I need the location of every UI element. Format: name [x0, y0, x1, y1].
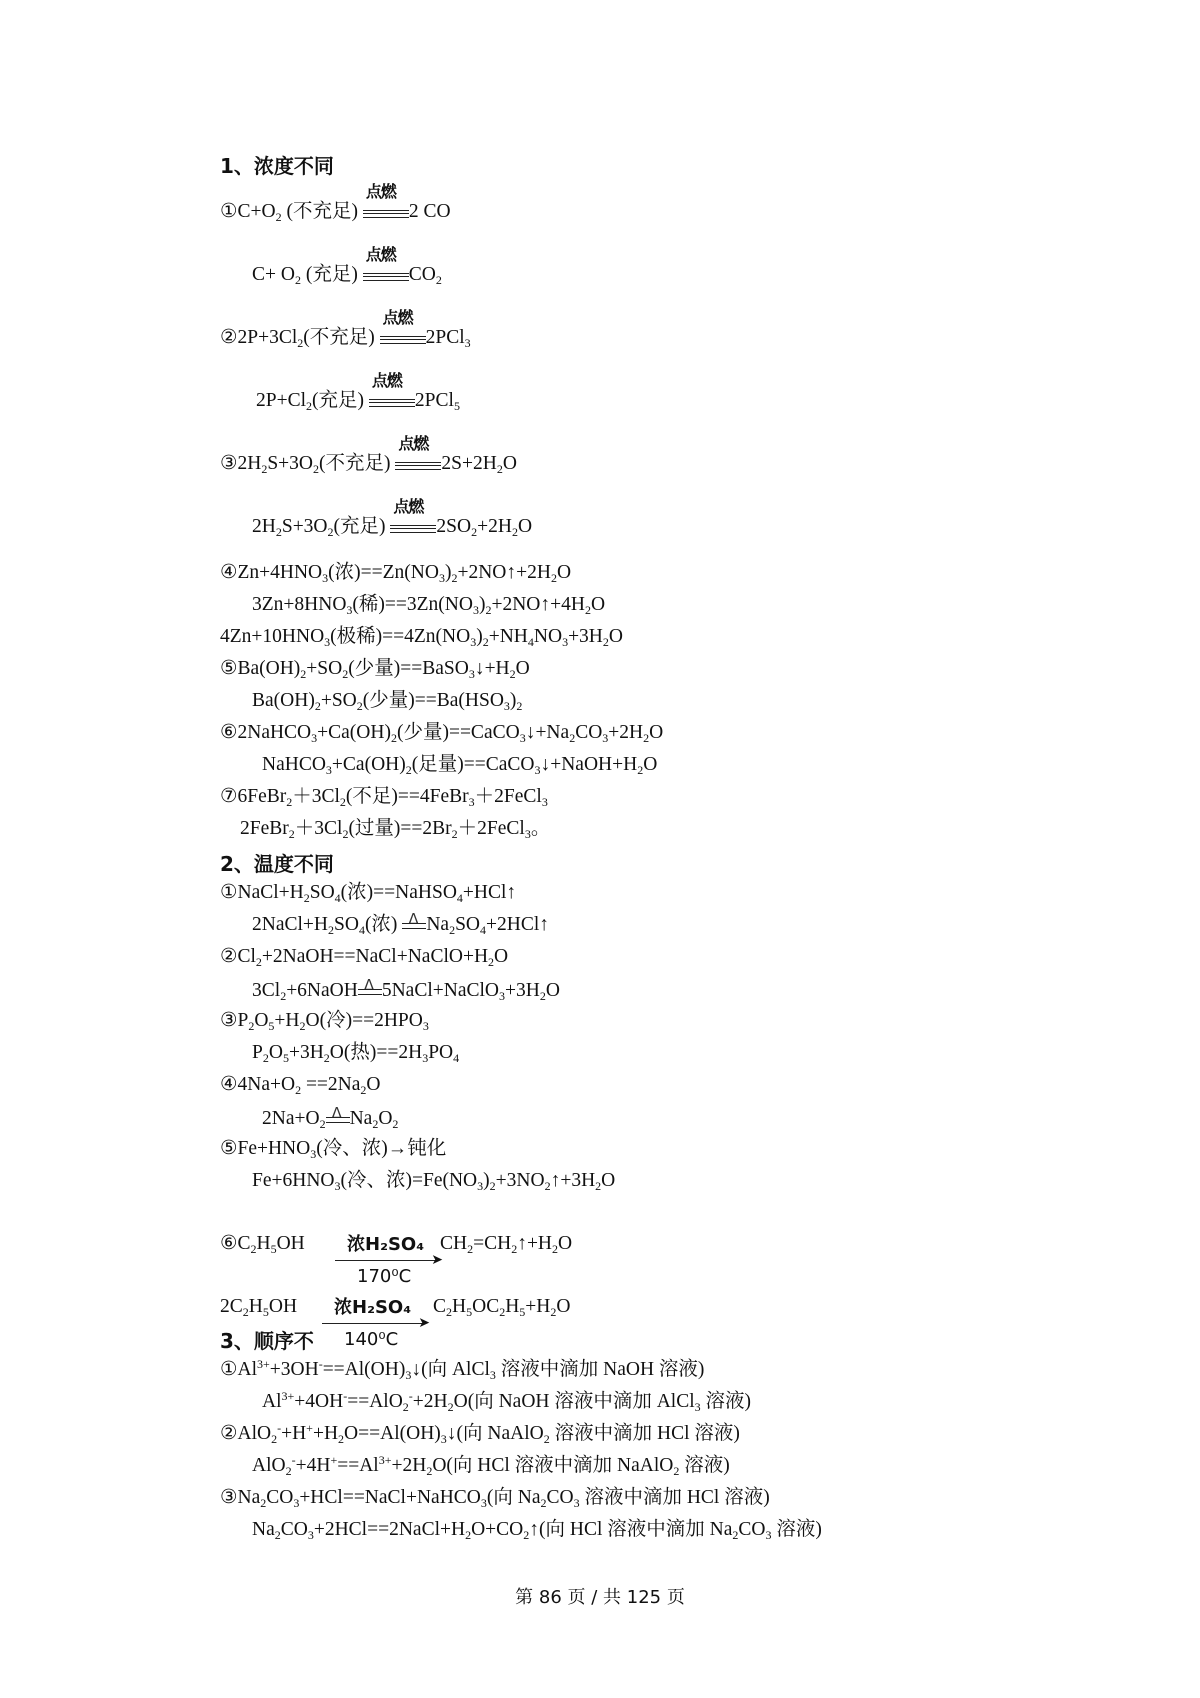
- ignite-condition: 点燃: [363, 263, 409, 287]
- order-equation-2a: $②AlO_2^-+H^++H_2O==Al(OH)_3↓$(向 NaAlO$_2$ 溶液中滴加 HCl 溶液): [220, 1421, 740, 1446]
- equation-5a: $⑤Ba(OH)_2+SO_2$(少量)$==BaSO_3↓+H_2O$: [220, 658, 530, 681]
- reaction-arrow-170: 浓H₂SO₄ ➤ 170⁰C: [335, 1230, 439, 1290]
- equation-3a: $③2H_2S+3O_2$(不充足) 点燃 $2S+2H_2O$: [220, 434, 517, 476]
- temp-equation-6a-reactant: $⑥C_2H_5OH$: [220, 1233, 305, 1256]
- order-equation-1b: $Al^{3+}+4OH^-==AlO_2^-+2H_2O$(向 NaOH 溶液中滴加 AlCl$_3$ 溶液): [262, 1389, 752, 1414]
- equation-1b: $C+ O_2$ (充足) 点燃 $CO_2$: [252, 245, 442, 287]
- temp-equation-6b-reactant: $2C_2H_5OH$: [220, 1296, 298, 1319]
- temp-equation-4a: $④4Na+O_2 ==2Na_2O$: [220, 1074, 381, 1097]
- temp-equation-6a-product: $CH_2=CH_2↑+H_2O$: [440, 1233, 573, 1256]
- ignite-condition: 点燃: [390, 515, 436, 539]
- equation-6b: $NaHCO_3+Ca(OH)_2$(足量)$==CaCO_3↓+NaOH+H_2O$: [262, 754, 658, 777]
- reaction-arrow-140: 浓H₂SO₄ ➤ 140⁰C: [322, 1293, 426, 1353]
- order-equation-3b: $Na_2CO_3+2HCl==2NaCl+H_2O+CO_2↑$(向 HCl 溶液中滴加 $Na_2CO_3$ 溶液): [252, 1519, 822, 1542]
- heat-condition: Δ: [358, 979, 382, 1003]
- temp-equation-1b: $2NaCl+H_2SO_4$(浓) Δ $Na_2SO_4+2HCl↑$: [252, 910, 550, 937]
- equation-5b: $Ba(OH)_2+SO_2$(少量)$==Ba(HSO_3)_2$: [252, 690, 523, 713]
- equation-4b: $3Zn+8HNO_3$(稀)$==3Zn(NO_3)_2+2NO↑+4H_2O$: [252, 594, 606, 617]
- order-equation-3a: $③Na_2CO_3+HCl==NaCl+NaHCO_3$(向 $Na_2CO_3$ 溶液中滴加 HCl 溶液): [220, 1487, 770, 1510]
- heat-condition: Δ: [402, 913, 426, 937]
- temp-equation-3a: $③P_2O_5+H_2O$(冷)$==2HPO_3$: [220, 1010, 429, 1033]
- ignite-condition: 点燃: [395, 452, 441, 476]
- equation-4a: $④Zn+4HNO_3$(浓)$==Zn(NO_3)_2+2NO↑+2H_2O$: [220, 562, 572, 585]
- temp-equation-3b: $P_2O_5+3H_2O$(热)$==2H_3PO_4$: [252, 1042, 460, 1065]
- equation-3b: $2H_2S+3O_2$(充足) 点燃 $2SO_2+2H_2O$: [252, 497, 533, 539]
- equation-7a: $⑦6FeBr_2+3Cl_2$(不足)==4FeBr$_3$＋2FeCl$_3$: [220, 786, 548, 809]
- equation-6a: $⑥2NaHCO_3+Ca(OH)_2$(少量)$==CaCO_3↓+Na_2CO_3+2H_2O$: [220, 722, 664, 745]
- section-heading-3: 3、顺序不: [220, 1329, 314, 1353]
- heat-condition: Δ: [326, 1107, 350, 1131]
- equation-1a: $①C+O_2$ (不充足) 点燃 2 CO: [220, 182, 451, 224]
- ignite-condition: 点燃: [363, 200, 409, 224]
- equation-2a: $②2P+3Cl_2$(不充足) 点燃 2PCl$_3$: [220, 308, 471, 350]
- page-number-footer: 第 86 页 / 共 125 页: [515, 1587, 685, 1608]
- equation-7b: $2FeBr_2+3Cl_2$(过量)$==2Br_2+2FeCl_3$。: [240, 818, 551, 841]
- equation-2b: $2P+Cl_2$(充足) 点燃 2PCl$_5$: [256, 371, 460, 413]
- section-heading-2: 2、温度不同: [220, 852, 334, 876]
- order-equation-1a: $①Al^{3+}+3OH^-==Al(OH)_3↓$(向 AlCl$_3$ 溶液中滴加 NaOH 溶液): [220, 1357, 705, 1382]
- temp-equation-6b-product: $C_2H_5OC_2H_5+H_2O$: [433, 1296, 571, 1319]
- temp-equation-2b: $3Cl_2+6NaOH$ Δ $5NaCl+NaClO_3+3H_2O$: [252, 976, 560, 1003]
- temp-equation-2a: $②Cl_2+2NaOH==NaCl+NaClO+H_2O$: [220, 946, 509, 969]
- equation-4c: $4Zn+10HNO_3$(极稀)$==4Zn(NO_3)_2+NH_4NO_3+3H_2O$: [220, 626, 623, 649]
- ignite-condition: 点燃: [369, 389, 415, 413]
- order-equation-2b: $AlO_2^-+4H^+==Al^{3+}+2H_2O$(向 HCl 溶液中滴加 NaAlO$_2$ 溶液): [252, 1453, 730, 1478]
- section-heading-1: 1、浓度不同: [220, 154, 334, 178]
- temp-equation-5a: $⑤Fe+HNO_3$(冷、浓)→钝化: [220, 1138, 447, 1161]
- temp-equation-4b: $2Na+O_2$ Δ $Na_2O_2$: [262, 1104, 399, 1131]
- temp-equation-1a: $①NaCl+H_2SO_4$(浓)==NaHSO$_4$+HCl↑: [220, 882, 517, 905]
- temp-equation-5b: $Fe+6HNO_3$(冷、浓)$=Fe(NO_3)_2+3NO_2↑+3H_2O$: [252, 1170, 616, 1193]
- ignite-condition: 点燃: [380, 326, 426, 350]
